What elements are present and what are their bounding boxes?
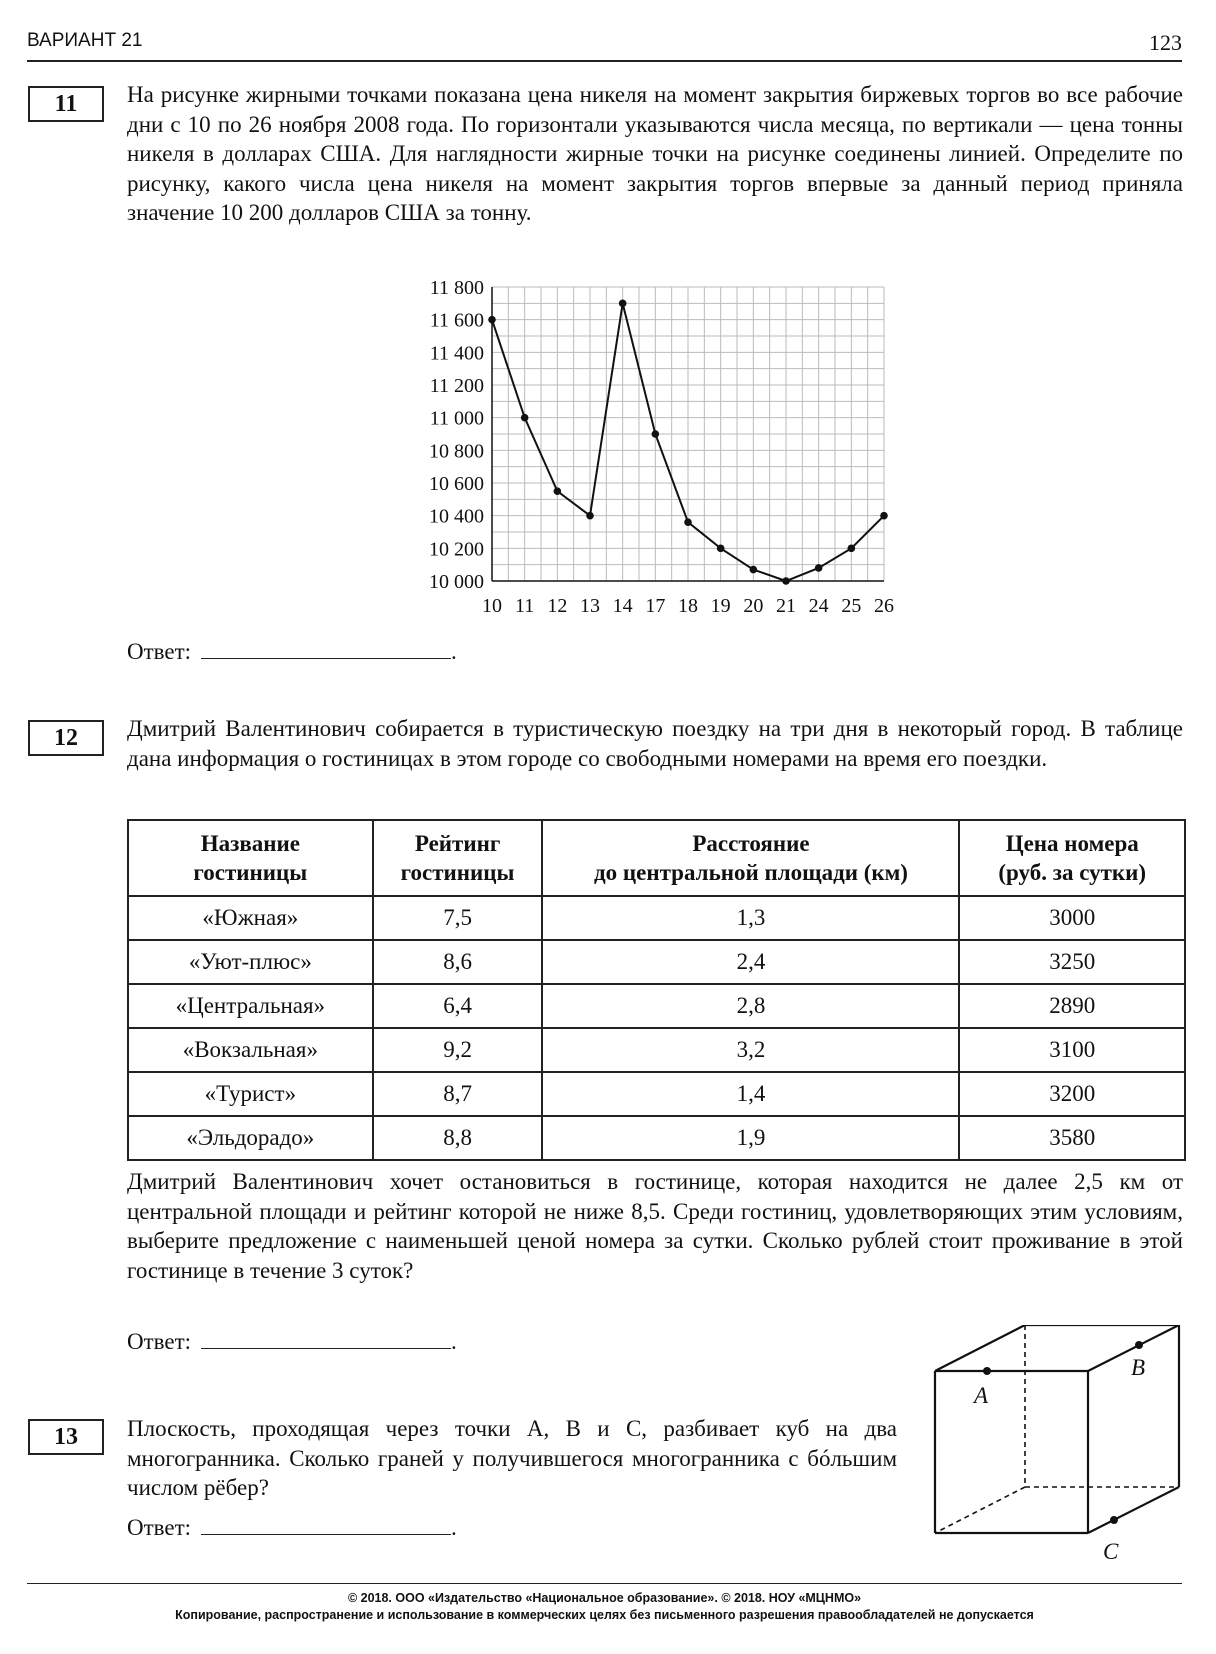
hotel-price: 3100 — [959, 1028, 1185, 1072]
x-tick-label: 14 — [612, 595, 633, 617]
x-tick-label: 24 — [808, 595, 829, 617]
header-price: Цена номера (руб. за сутки) — [959, 820, 1185, 896]
cube-edge — [1088, 1487, 1179, 1533]
data-point — [782, 577, 790, 585]
y-tick-label: 10 400 — [429, 505, 484, 528]
question-13-number: 13 — [28, 1419, 104, 1455]
hotel-name: «Уют-плюс» — [128, 940, 373, 984]
hotel-name: «Южная» — [128, 896, 373, 940]
y-tick-label: 11 400 — [429, 342, 484, 365]
y-tick-label: 10 000 — [429, 571, 484, 593]
hotel-rating: 7,5 — [373, 896, 543, 940]
data-point — [848, 545, 856, 553]
cube-edge — [935, 1325, 1025, 1371]
hotel-distance: 1,3 — [542, 896, 959, 940]
data-point — [717, 545, 725, 553]
hotel-price: 3580 — [959, 1116, 1185, 1160]
data-point — [488, 316, 496, 324]
answer-line[interactable] — [201, 638, 451, 659]
header-distance: Расстояние до центральной площади (км) — [542, 820, 959, 896]
hotel-price: 3250 — [959, 940, 1185, 984]
answer-label: Ответ: — [127, 1515, 192, 1540]
answer-label: Ответ: — [127, 1329, 192, 1354]
cube-figure — [925, 1325, 1195, 1565]
hotels-table — [127, 819, 1186, 1161]
hotel-distance: 1,4 — [542, 1072, 959, 1116]
y-tick-label: 11 200 — [429, 375, 484, 397]
page-number: 123 — [1149, 30, 1182, 55]
table-row — [128, 1116, 1185, 1160]
question-13-answer: Ответ: . — [127, 1515, 457, 1540]
hotel-rating: 8,7 — [373, 1072, 543, 1116]
data-point — [521, 414, 529, 422]
nickel-price-chart — [400, 274, 910, 624]
table-row — [128, 940, 1185, 984]
question-12-number: 12 — [28, 720, 104, 756]
x-tick-label: 25 — [841, 595, 862, 617]
hotel-name: «Центральная» — [128, 984, 373, 1028]
y-tick-label: 10 800 — [429, 440, 484, 463]
data-point — [652, 430, 660, 438]
hotel-price: 2890 — [959, 984, 1185, 1028]
hotel-distance: 3,2 — [542, 1028, 959, 1072]
page-footer — [27, 1583, 1182, 1624]
data-point — [750, 566, 758, 574]
data-point — [586, 512, 594, 520]
data-point — [684, 518, 692, 526]
x-tick-label: 11 — [515, 595, 535, 617]
data-point — [619, 300, 627, 308]
answer-line[interactable] — [201, 1514, 451, 1535]
question-11-number: 11 — [28, 86, 104, 122]
hotel-rating: 9,2 — [373, 1028, 543, 1072]
question-12-intro: Дмитрий Валентинович собирается в туристическую поездку на три дня в некоторый город. В таблице дана информация о гостиницах в этом городе со свободными номерами на время его поездки. — [127, 716, 1183, 771]
page-header — [27, 26, 1182, 62]
point-a — [983, 1367, 991, 1375]
question-11-text: На рисунке жирными точками показана цена никеля на момент закрытия биржевых торгов во все рабочие дни с 10 по 26 ноября 2008 года. По горизонтали указываются числа месяца, по вертикали — цена тонны никеля в долларах США. Для наглядности жирные точки на рисунке соединены линией. Определите по рисунку, какого числа цена никеля на момент закрытия торгов впервые за данный период приняла значение 10 200 долларов США за тонну. — [127, 82, 1183, 225]
question-13-text: Плоскость, проходящая через точки A, B и C, разбивает куб на два многогранника. Сколько граней у получившегося многогранника с бóльшим числом рёбер? — [127, 1416, 897, 1500]
x-tick-label: 19 — [710, 595, 731, 617]
footer-copyright: © 2018. ООО «Издательство «Национальное образование». © 2018. НОУ «МЦНМО» — [347, 1591, 862, 1605]
y-tick-label: 11 600 — [429, 309, 484, 332]
hotel-distance: 2,4 — [542, 940, 959, 984]
header-name: Название гостиницы — [128, 820, 373, 896]
point-c — [1110, 1516, 1118, 1524]
x-tick-label: 18 — [678, 595, 698, 617]
x-tick-label: 13 — [580, 595, 600, 617]
hotel-distance: 1,9 — [542, 1116, 959, 1160]
hotel-rating: 8,6 — [373, 940, 543, 984]
hotel-price: 3200 — [959, 1072, 1185, 1116]
y-tick-label: 10 200 — [429, 538, 484, 561]
y-tick-label: 11 000 — [429, 407, 484, 430]
table-row — [128, 1072, 1185, 1116]
hotel-price: 3000 — [959, 896, 1185, 940]
question-12-answer: Ответ: . — [127, 1329, 457, 1354]
answer-label: Ответ: — [127, 639, 192, 664]
footer-notice: Копирование, распространение и использование в коммерческих целях без письменного разрешения правообладателей не допускается — [175, 1608, 1034, 1622]
header-rating: Рейтинг гостиницы — [373, 820, 543, 896]
label-c: C — [1103, 1539, 1119, 1564]
x-tick-label: 21 — [776, 595, 796, 617]
answer-line[interactable] — [201, 1328, 451, 1349]
hotel-distance: 2,8 — [542, 984, 959, 1028]
label-b: B — [1131, 1355, 1146, 1380]
y-tick-label: 10 600 — [429, 473, 484, 495]
data-point — [880, 512, 888, 520]
x-tick-label: 12 — [547, 595, 568, 617]
hotel-rating: 6,4 — [373, 984, 543, 1028]
x-tick-label: 17 — [645, 595, 666, 617]
hotel-name: «Эльдорадо» — [128, 1116, 373, 1160]
hotel-rating: 8,8 — [373, 1116, 543, 1160]
question-12-task: Дмитрий Валентинович хочет остановиться в гостинице, которая находится не далее 2,5 км от центральной площади и рейтинг которой не ниже 8,5. Среди гостиниц, удовлетворяющих этим условиям, выберите предложение с наименьшей ценой номера за сутки. Сколько рублей стоит проживание в этой гостинице в течение 3 суток? — [127, 1169, 1183, 1283]
question-11-answer: Ответ: . — [127, 639, 457, 664]
hotel-name: «Вокзальная» — [128, 1028, 373, 1072]
table-row — [128, 1028, 1185, 1072]
variant-label: ВАРИАНТ 21 — [27, 30, 143, 51]
x-tick-label: 10 — [482, 595, 502, 617]
table-header-row — [128, 820, 1185, 896]
table-row — [128, 896, 1185, 940]
y-tick-label: 11 800 — [429, 277, 484, 299]
label-a: A — [974, 1383, 989, 1408]
cube-hidden-edge — [935, 1487, 1025, 1533]
hotel-name: «Турист» — [128, 1072, 373, 1116]
data-point — [815, 564, 823, 572]
x-tick-label: 26 — [874, 595, 894, 617]
data-point — [554, 487, 562, 495]
table-row — [128, 984, 1185, 1028]
x-tick-label: 20 — [743, 595, 764, 617]
point-b — [1135, 1341, 1143, 1349]
